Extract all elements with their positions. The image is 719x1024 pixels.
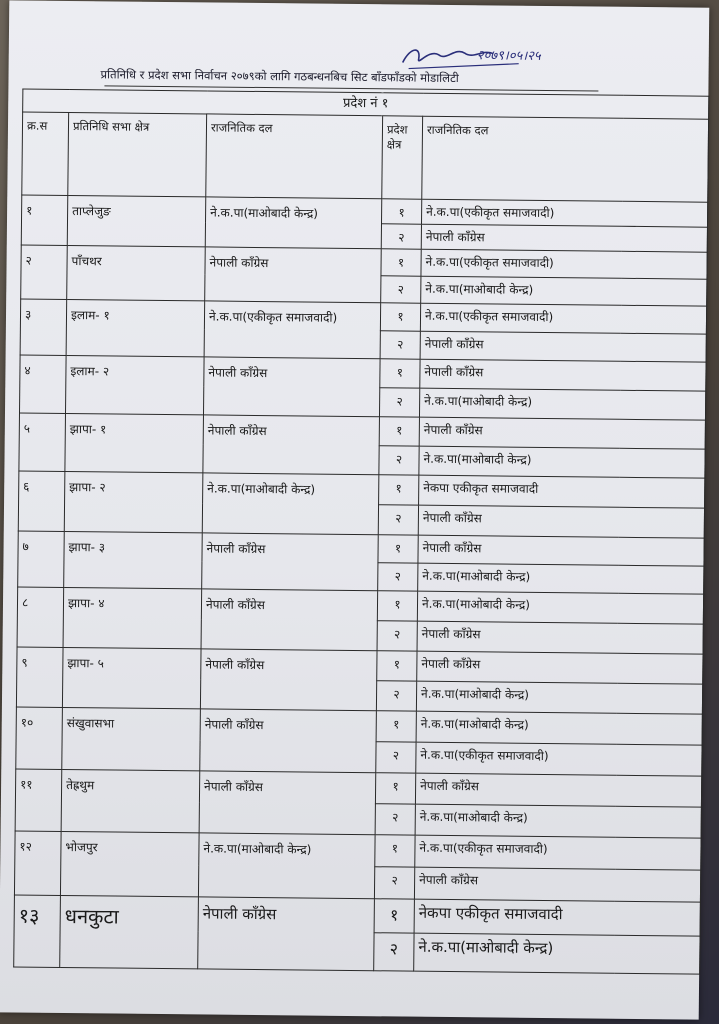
table-row: [18, 531, 704, 566]
prov-party: ने.क.पा(माओबादी केन्द्र): [414, 933, 700, 974]
table-row: [19, 413, 705, 449]
prov-constituency-number: २: [378, 505, 418, 535]
prov-constituency-number: १: [381, 249, 421, 276]
table-row: [21, 245, 707, 279]
prov-constituency-number: २: [376, 742, 416, 773]
serial-number: ११: [15, 769, 62, 831]
prov-constituency-number: १: [380, 303, 420, 331]
prov-constituency-number: १: [377, 651, 417, 681]
prov-constituency-number: २: [379, 446, 419, 475]
prov-constituency-number: १: [375, 835, 415, 867]
prov-party: ने.क.पा(माओबादी केन्द्र): [421, 276, 707, 306]
table-row: [14, 895, 700, 936]
prov-party: नेपाली काँग्रेस: [418, 535, 704, 566]
hor-constituency: तेह्रथुम: [61, 769, 200, 832]
table-row: [19, 471, 705, 508]
prov-constituency-number: २: [374, 867, 414, 899]
document-title: प्रतिनिधि र प्रदेश सभा निर्वाचन २०७९को लागि गठबन्धनबिच सिट बाँडफाँडको मोडालिटी: [100, 67, 459, 86]
col-header-hor-party: राजनितिक दल: [206, 114, 383, 199]
hor-party: नेपाली काँग्रेस: [203, 357, 380, 417]
serial-number: ३: [20, 299, 67, 355]
prov-party: नेपाली काँग्रेस: [418, 505, 704, 538]
col-header-hor-constituency: प्रतिनिधि सभा क्षेत्र: [68, 112, 207, 196]
prov-party: ने.क.पा(माओबादी केन्द्र): [415, 804, 701, 838]
hor-constituency: ताप्लेजुङ: [67, 195, 206, 246]
hor-party: नेपाली काँग्रेस: [198, 897, 375, 971]
serial-number: १०: [16, 707, 63, 769]
prov-constituency-number: २: [377, 621, 417, 651]
col-header-prov-party: राजनितिक दल: [422, 116, 709, 202]
hor-constituency: पाँचथर: [67, 245, 206, 300]
prov-party: ने.क.पा(एकीकृत समाजवादी): [421, 249, 707, 279]
hor-constituency: झापा- २: [64, 471, 203, 532]
table-body: [14, 195, 708, 974]
table-row: [20, 355, 706, 391]
table-row: [20, 299, 706, 334]
col-header-sn: क्र.स: [22, 112, 69, 195]
prov-constituency-number: १: [375, 773, 415, 804]
hor-party: नेपाली काँग्रेस: [201, 589, 378, 651]
hor-party: नेपाली काँग्रेस: [199, 771, 376, 835]
prov-party: ने.क.पा(माओबादी केन्द्र): [416, 681, 702, 714]
prov-party: ने.क.पा(माओबादी केन्द्र): [418, 563, 704, 594]
hor-constituency: संखुवासभा: [62, 707, 201, 770]
prov-party: नेपाली काँग्रेस: [420, 359, 706, 391]
prov-party: ने.क.पा(माओबादी केन्द्र): [419, 446, 705, 478]
prov-party: नेकपा एकीकृत समाजवादी: [414, 899, 700, 936]
hor-party: नेपाली काँग्रेस: [205, 247, 382, 303]
prov-party: ने.क.पा(माओबादी केन्द्र): [416, 711, 702, 745]
serial-number: १३: [14, 895, 61, 967]
prov-party: नेपाली काँग्रेस: [419, 417, 705, 449]
prov-constituency-number: २: [374, 933, 414, 971]
serial-number: १: [21, 195, 68, 245]
province-heading: प्रदेश नं १: [23, 89, 709, 119]
prov-party: नेपाली काँग्रेस: [417, 621, 703, 654]
prov-constituency-number: १: [379, 475, 419, 505]
hor-constituency: इलाम- २: [65, 355, 204, 414]
prov-party: ने.क.पा(एकीकृत समाजवादी): [415, 835, 701, 870]
prov-party: ने.क.पा(माओबादी केन्द्र): [419, 388, 705, 420]
serial-number: ९: [16, 647, 63, 707]
table-row: [16, 707, 702, 745]
prov-constituency-number: १: [378, 535, 418, 563]
serial-number: १२: [14, 831, 61, 895]
serial-number: ५: [19, 413, 66, 471]
prov-constituency-number: २: [378, 563, 418, 591]
prov-constituency-number: १: [376, 711, 416, 742]
prov-party: ने.क.पा(माओबादी केन्द्र): [417, 591, 703, 624]
hor-constituency: झापा- ५: [62, 647, 201, 708]
prov-constituency-number: २: [381, 224, 421, 249]
prov-constituency-number: १: [381, 199, 421, 224]
prov-constituency-number: २: [376, 681, 416, 711]
prov-party: ने.क.पा(एकीकृत समाजवादी): [420, 303, 706, 334]
prov-constituency-number: १: [374, 899, 414, 933]
serial-number: ६: [18, 471, 65, 531]
hor-party: नेपाली काँग्रेस: [200, 709, 377, 773]
serial-number: ८: [17, 587, 64, 647]
serial-number: ७: [18, 531, 65, 587]
prov-party: नेपाली काँग्रेस: [421, 224, 707, 252]
prov-party: नेपाली काँग्रेस: [417, 651, 703, 684]
serial-number: ४: [19, 355, 66, 413]
col-header-prov-constituency: प्रदेश क्षेत्र: [382, 116, 423, 199]
table-row: [17, 587, 703, 624]
hor-constituency: झापा- ४: [63, 587, 202, 648]
prov-party: नेपाली काँग्रेस: [415, 773, 701, 807]
hor-party: ने.क.पा(एकीकृत समाजवादी): [204, 301, 381, 359]
prov-constituency-number: १: [379, 417, 419, 446]
prov-constituency-number: १: [377, 591, 417, 621]
hor-constituency: इलाम- १: [66, 299, 205, 356]
table-row: [15, 831, 701, 870]
hor-party: ने.क.पा(माओबादी केन्द्र): [205, 197, 382, 249]
hor-party: नेपाली काँग्रेस: [202, 533, 379, 591]
hor-party: नेपाली काँग्रेस: [203, 415, 380, 475]
signature-date: २०७९।०५।२५: [476, 48, 541, 64]
table-row: [17, 647, 703, 684]
prov-constituency-number: २: [379, 388, 419, 417]
prov-constituency-number: २: [381, 276, 421, 303]
hor-party: नेपाली काँग्रेस: [200, 649, 377, 711]
prov-constituency-number: १: [380, 359, 420, 388]
seat-sharing-table: [13, 89, 709, 975]
prov-constituency-number: २: [380, 331, 420, 359]
hor-party: ने.क.पा(माओबादी केन्द्र): [198, 833, 375, 899]
hor-constituency: भोजपुर: [60, 831, 199, 896]
prov-party: ने.क.पा(एकीकृत समाजवादी): [421, 199, 707, 227]
prov-party: ने.क.पा(एकीकृत समाजवादी): [416, 742, 702, 776]
hor-constituency: झापा- १: [65, 413, 204, 472]
hor-party: ने.क.पा(माओबादी केन्द्र): [202, 473, 379, 535]
serial-number: २: [21, 245, 68, 299]
table-row: [15, 769, 701, 807]
hor-constituency: धनकुटा: [60, 895, 199, 968]
prov-party: नेपाली काँग्रेस: [414, 867, 700, 902]
prov-party: नेपाली काँग्रेस: [420, 331, 706, 362]
prov-constituency-number: २: [375, 804, 415, 835]
hor-constituency: झापा- ३: [64, 531, 203, 588]
prov-party: नेकपा एकीकृत समाजवादी: [419, 475, 705, 508]
